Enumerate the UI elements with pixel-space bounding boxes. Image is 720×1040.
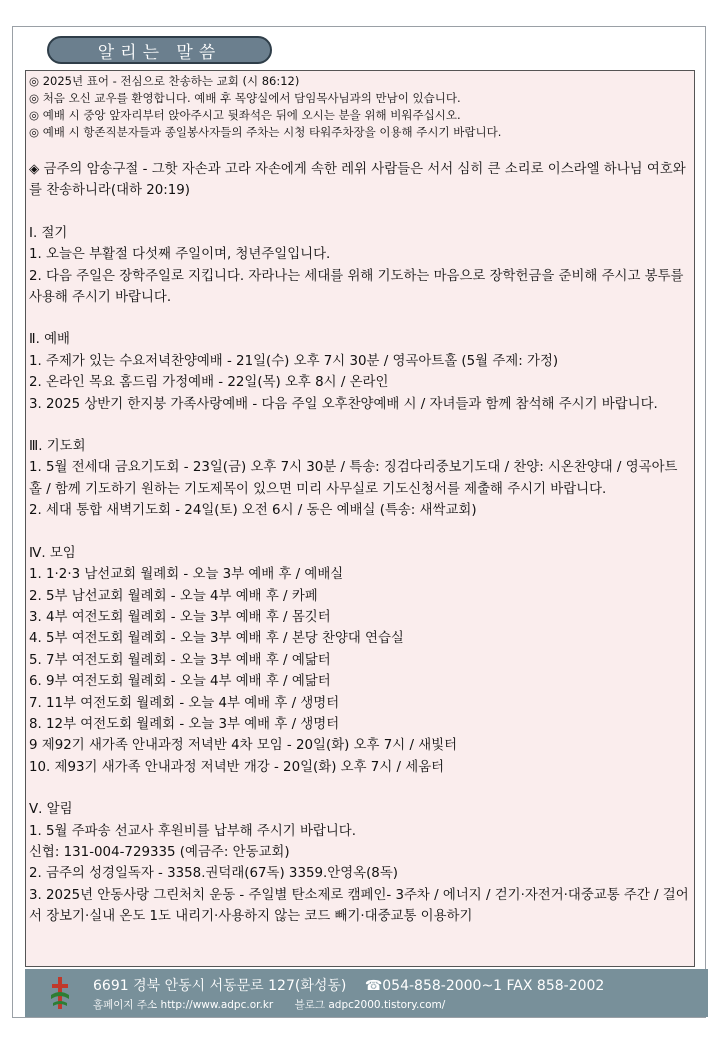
page-title: 알리는 말씀 xyxy=(47,36,272,64)
section-item: 신협: 131-004-729335 (예금주: 안동교회) xyxy=(29,844,290,860)
section-worship xyxy=(29,329,690,415)
section-item: 9 제92기 새가족 안내과정 저녁반 4차 모임 - 20일(화) 오후 7시 / 새빛터 xyxy=(29,738,458,754)
section-prayer xyxy=(29,436,690,522)
footer-blog-link[interactable]: 블로그 adpc2000.tistory.com/ xyxy=(294,999,446,1011)
section-item: 2. 세대 통합 새벽기도회 - 24일(토) 오전 6시 / 동은 예배실 (특송: 새싹교회) xyxy=(29,503,477,519)
section-item: 2. 5부 남선교회 월례회 - 오늘 4부 예배 후 / 카페 xyxy=(29,588,318,604)
section-festival xyxy=(29,223,690,309)
notice-line: ◎ 처음 오신 교우를 환영합니다. 예배 후 목양실에서 담임목사님과의 만남이 있습니다. xyxy=(29,91,461,105)
church-footer xyxy=(25,969,708,1017)
notice-line: ◎ 2025년 표어 - 전심으로 찬송하는 교회 (시 86:12) xyxy=(29,74,300,88)
section-item: 3. 2025 상반기 한지붕 가족사랑예배 - 다음 주일 오후찬양예배 시 / 자녀들과 함께 참석해 주시기 바랍니다. xyxy=(29,396,658,412)
general-notices xyxy=(29,73,690,141)
section-item: 6. 9부 여전도회 월례회 - 오늘 4부 예배 후 / 예닮터 xyxy=(29,674,331,690)
section-item: 2. 온라인 목요 홈드림 가정예배 - 22일(목) 오후 8시 / 온라인 xyxy=(29,375,389,391)
section-heading: Ⅲ. 기도회 xyxy=(29,439,86,455)
notice-panel xyxy=(25,70,695,967)
section-item: 5. 7부 여전도회 월례회 - 오늘 3부 예배 후 / 예닮터 xyxy=(29,652,331,668)
section-meetings xyxy=(29,543,690,778)
notice-line: ◎ 예배 시 중앙 앞자리부터 앉아주시고 뒷좌석은 뒤에 오시는 분을 위해 비워주십시오. xyxy=(29,108,461,122)
section-item: 2. 금주의 성경일독자 - 3358.권덕래(67독) 3359.안영옥(8독) xyxy=(29,866,398,882)
footer-homepage-link[interactable]: 홈페이지 주소 http://www.adpc.or.kr xyxy=(93,999,274,1011)
section-item: 1. 5월 전세대 금요기도회 - 23일(금) 오후 7시 30분 / 특송: 징검다리중보기도대 / 찬양: 시온찬양대 / 영곡아트홀 / 함께 기도하기 원하는 기도제목이 있으면 미리 사무실로 기도신청서를 제출해 주시기 바랍니다. xyxy=(29,460,678,497)
notice-line: ◎ 예배 시 항존직분자들과 종일봉사자들의 주차는 시청 타워주차장을 이용해 주시기 바랍니다. xyxy=(29,125,502,139)
section-item: 1. 1·2·3 남선교회 월례회 - 오늘 3부 예배 후 / 예배실 xyxy=(29,567,344,583)
section-heading: Ⅳ. 모임 xyxy=(29,545,76,561)
section-item: 4. 5부 여전도회 월례회 - 오늘 3부 예배 후 / 본당 찬양대 연습실 xyxy=(29,631,404,647)
section-item: 7. 11부 여전도회 월례회 - 오늘 4부 예배 후 / 생명터 xyxy=(29,695,340,711)
section-item: 3. 4부 여전도회 월례회 - 오늘 3부 예배 후 / 몸깃터 xyxy=(29,609,331,625)
section-announcements xyxy=(29,799,690,927)
section-item: 8. 12부 여전도회 월례회 - 오늘 3부 예배 후 / 생명터 xyxy=(29,716,340,732)
section-item: 1. 오늘은 부활절 다섯째 주일이며, 청년주일입니다. xyxy=(29,247,331,263)
footer-phone: ☎054-858-2000~1 FAX 858-2002 xyxy=(364,978,605,994)
memory-verse: ◈ 금주의 암송구절 - 그핫 자손과 고라 자손에게 속한 레위 사람들은 서서 심히 큰 소리로 이스라엘 하나님 여호와를 찬송하니라(대하 20:19) xyxy=(29,162,686,199)
section-item: 10. 제93기 새가족 안내과정 저녁반 개강 - 20일(화) 오후 7시 / 세움터 xyxy=(29,759,445,775)
footer-address: 6691 경북 안동시 서동문로 127(화성동) xyxy=(93,978,347,994)
section-item: 1. 5월 주파송 선교사 후원비를 납부해 주시기 바랍니다. xyxy=(29,823,356,839)
section-item: 2. 다음 주일은 장학주일로 지킵니다. 자라나는 세대를 위해 기도하는 마음으로 장학헌금을 준비해 주시고 봉투를 사용해 주시기 바랍니다. xyxy=(29,268,684,306)
section-heading: Ⅴ. 알림 xyxy=(29,802,73,818)
section-heading: Ⅰ. 절기 xyxy=(29,225,68,241)
church-cross-icon xyxy=(49,975,71,1011)
section-heading: Ⅱ. 예배 xyxy=(29,332,70,348)
section-item: 1. 주제가 있는 수요저녁찬양예배 - 21일(수) 오후 7시 30분 / 영곡아트홀 (5월 주제: 가정) xyxy=(29,353,559,369)
section-item: 3. 2025년 안동사랑 그린처치 운동 - 주일별 탄소제로 캠페인- 3주차 / 에너지 / 걷기·자전거·대중교통 주간 / 걸어서 장보기·실내 온도 1도 내리기·사용하지 않는 코드 빼기·대중교통 이용하기 xyxy=(29,887,689,925)
